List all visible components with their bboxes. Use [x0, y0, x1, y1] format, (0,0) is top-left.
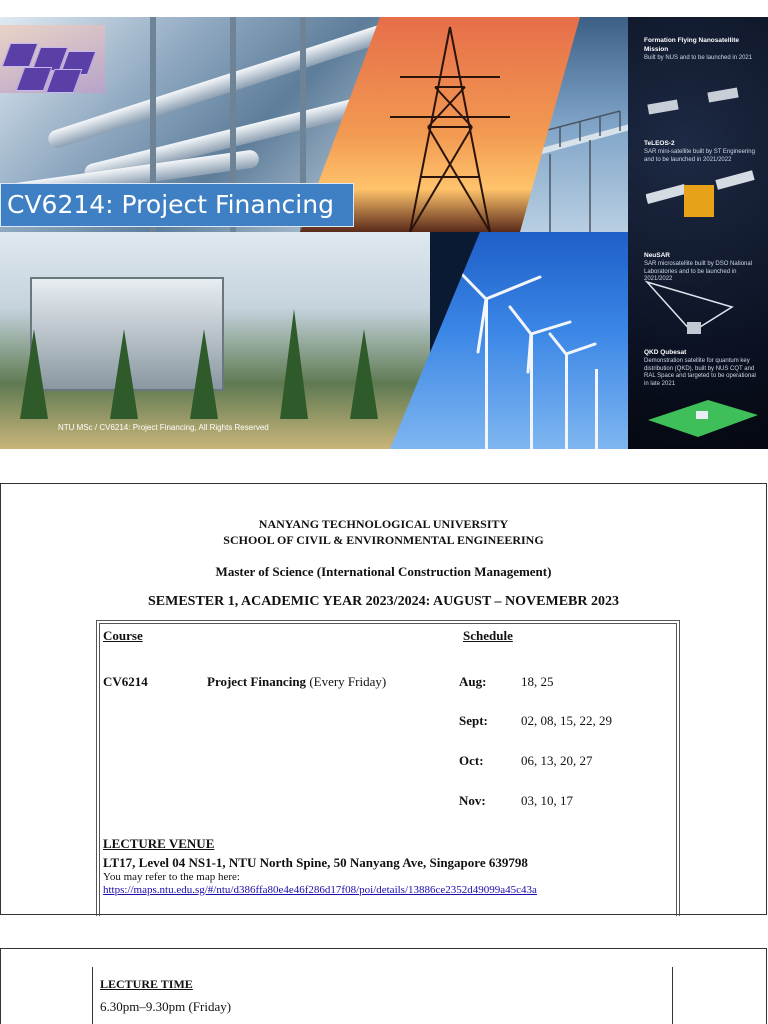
satellite-caption-2: TeLEOS-2 SAR mini-satellite built by ST Engineering and to be launched in 2021/2022	[644, 140, 755, 163]
programme-name: Master of Science (International Construction Management)	[215, 564, 552, 579]
schedule-dates: 02, 08, 15, 22, 29	[521, 713, 612, 728]
course-title: Project Financing (Every Friday)	[207, 674, 387, 689]
satellite-caption-3: NeuSAR SAR microsatellite built by DSO National Laboratories and to be launched in 2021/2022	[644, 252, 753, 283]
venue-address: LT17, Level 04 NS1-1, NTU North Spine, 50 Nanyang Ave, Singapore 639798	[103, 855, 528, 870]
cover-slide	[0, 17, 768, 449]
map-link[interactable]: https://maps.ntu.edu.sg/#/ntu/d386ffa80e4e46f286d17f08/poi/details/13886ce2352d49099a45c43a	[103, 884, 537, 896]
map-note: You may refer to the map here:	[103, 871, 240, 883]
solar-panels-image	[0, 25, 105, 93]
schedule-month: Sept:	[459, 713, 488, 728]
schedule-month: Oct:	[459, 753, 484, 768]
schedule-dates: 18, 25	[521, 674, 554, 689]
schedule-dates: 03, 10, 17	[521, 793, 573, 808]
schedule-month: Aug:	[459, 674, 487, 689]
slide-title: CV6214: Project Financing	[0, 183, 354, 227]
satellites-panel	[628, 17, 768, 449]
schedule-month: Nov:	[459, 793, 486, 808]
teleos-satellite-icon	[646, 167, 756, 237]
nanosatellite-icon	[638, 72, 758, 132]
satellite-caption-1: Formation Flying Nanosatellite Mission Built by NUS and to be launched in 2021	[644, 37, 753, 61]
venue-header: LECTURE VENUE	[103, 836, 215, 851]
course-info-page	[0, 483, 767, 915]
school-name: SCHOOL OF CIVIL & ENVIRONMENTAL ENGINEERING	[223, 533, 544, 547]
satellite-caption-4: QKD Qubesat Demonstration satellite for quantum key distribution (QKD), built by NUS CQT and RAL Space and targeted to be operational in late 2021	[644, 349, 756, 388]
lecture-time-page	[0, 948, 767, 1024]
course-code: CV6214	[103, 674, 148, 689]
neusar-satellite-icon	[642, 277, 752, 347]
green-building-image	[0, 232, 430, 449]
schedule-header: Schedule	[463, 628, 513, 643]
lecture-time: 6.30pm–9.30pm (Friday)	[100, 999, 232, 1014]
course-header: Course	[103, 628, 143, 643]
time-header: LECTURE TIME	[100, 977, 193, 991]
schedule-dates: 06, 13, 20, 27	[521, 753, 593, 768]
semester-title: SEMESTER 1, ACADEMIC YEAR 2023/2024: AUGUST – NOVEMEBR 2023	[148, 594, 619, 609]
university-name: NANYANG TECHNOLOGICAL UNIVERSITY	[258, 517, 509, 531]
slide-footer: NTU MSc / CV6214: Project Financing, All Rights Reserved	[58, 423, 269, 432]
qkd-cubesat-icon	[648, 395, 758, 440]
